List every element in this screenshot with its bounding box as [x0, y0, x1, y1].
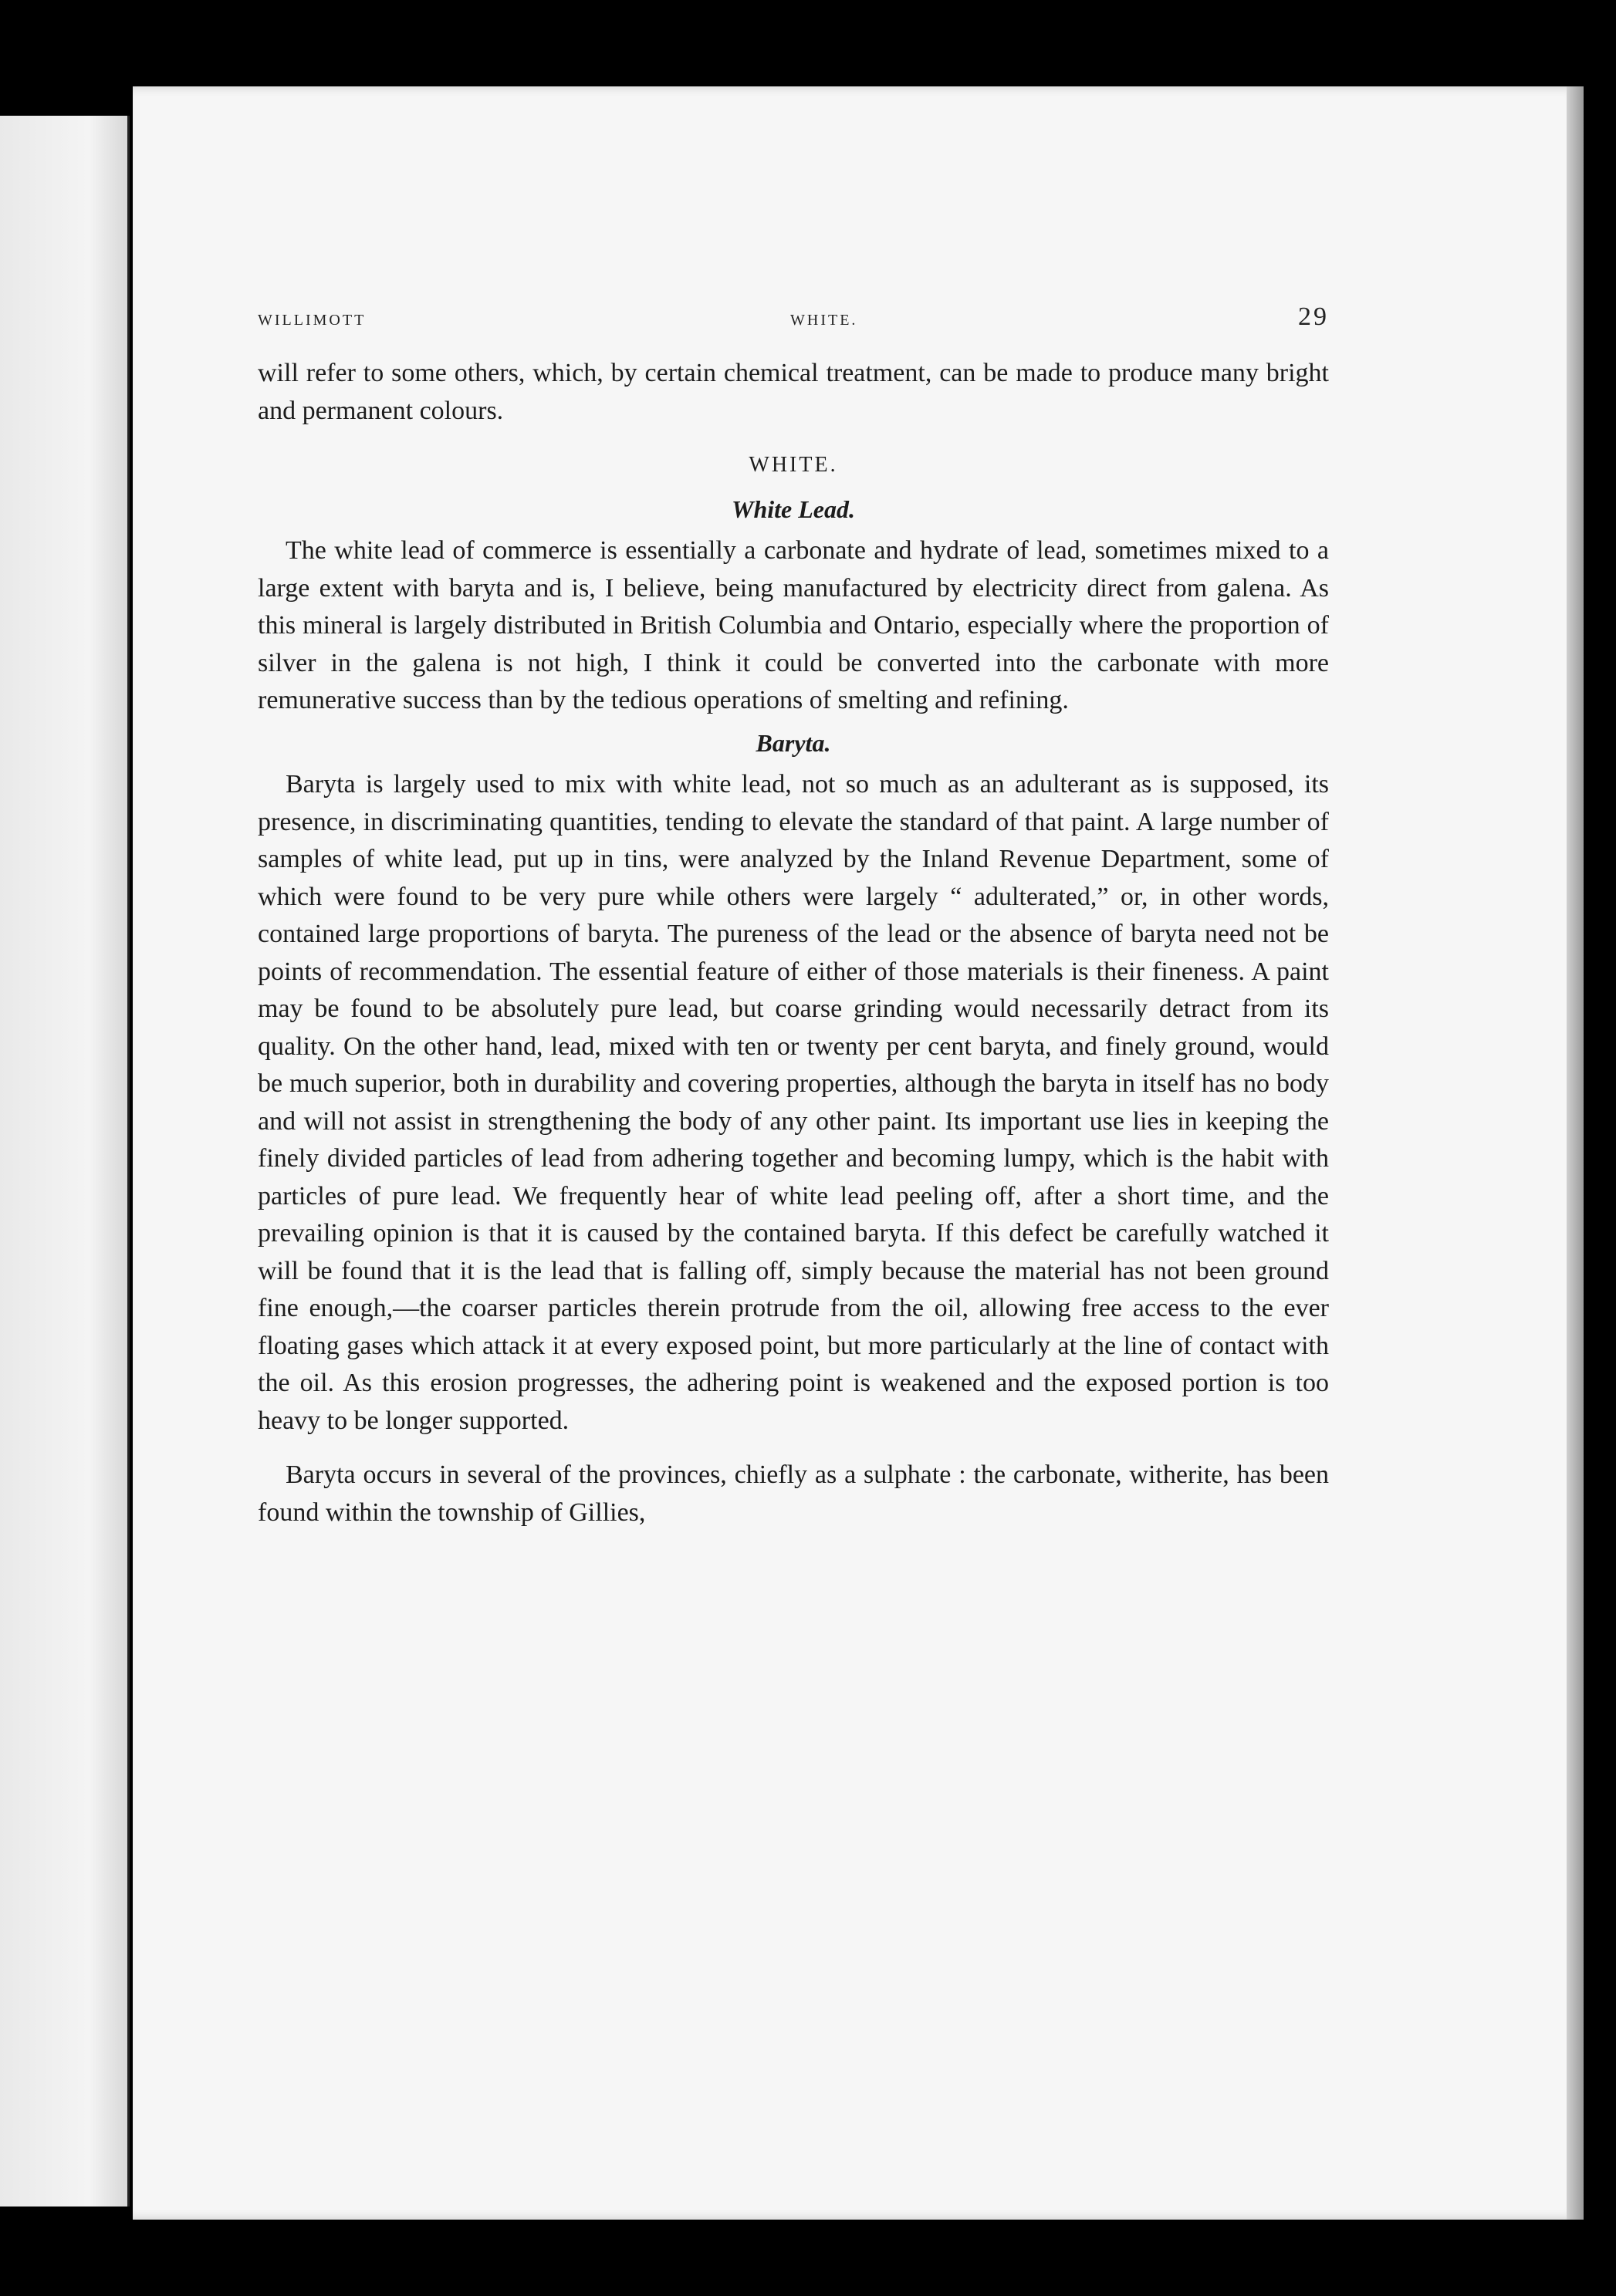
paragraph-white-lead: The white lead of commerce is essentially a carbonate and hydrate of lead, sometimes mixed to a large extent with baryta and is, I believe, being manufactured by electricity direct from galena. As this mineral is largely distributed in British Columbia and Ontario, especially where the proportion of silver in the galena is not high, I think it could be converted into the carbonate with more remunerative success than by the tedious operations of smelting and refining. [258, 536, 1329, 714]
paragraph-baryta-occurrence: Baryta occurs in several of the provinces, chiefly as a sulphate : the carbonate, witherite, has been found within the township of Gillies, [258, 1460, 1329, 1527]
header-section: WHITE. [790, 312, 858, 329]
left-page-edge [0, 116, 130, 2207]
page-body [258, 355, 1329, 1531]
page-right-edge [1567, 86, 1584, 2220]
section-title: WHITE. [749, 453, 838, 477]
page-number: 29 [1298, 302, 1329, 331]
header-author: WILLIMOTT [258, 312, 367, 329]
subheading-white-lead: White Lead. [732, 495, 855, 523]
book-page [133, 86, 1584, 2220]
running-header [258, 302, 1329, 333]
intro-paragraph: will refer to some others, which, by certain chemical treatment, can be made to produce many bright and permanent colours. [258, 359, 1329, 425]
subheading-baryta: Baryta. [756, 728, 831, 757]
paragraph-baryta: Baryta is largely used to mix with white lead, not so much as an adulterant as is supposed, its presence, in discriminating quantities, tending to elevate the standard of that paint. A large number of samples of white lead, put up in tins, were analyzed by the Inland Revenue Department, some of which were found to be very pure while others were largely “ adulterated,” or, in other words, contained large proportions of baryta. The pureness of the lead or the absence of baryta need not be points of recommendation. The essential feature of either of those materials is their fineness. A paint may be found to be absolutely pure lead, but coarse grinding would necessarily detract from its quality. On the other hand, lead, mixed with ten or twenty per cent baryta, and finely ground, would be much superior, both in durability and covering properties, although the baryta in itself has no body and will not assist in strengthening the body of any other paint. Its important use lies in keeping the finely divided particles of lead from adhering together and becoming lumpy, which is the habit with particles of pure lead. We frequently hear of white lead peeling off, after a short time, and the prevailing opinion is that it is caused by the contained baryta. If this defect be carefully watched it will be found that it is the lead that is falling off, simply because the material has not been ground fine enough,—the coarser particles therein protrude from the oil, allowing free access to the ever floating gases which attack it at every exposed point, but more particularly at the line of contact with the oil. As this erosion progresses, the adhering point is weakened and the exposed portion is too heavy to be longer supported. [258, 770, 1329, 1435]
